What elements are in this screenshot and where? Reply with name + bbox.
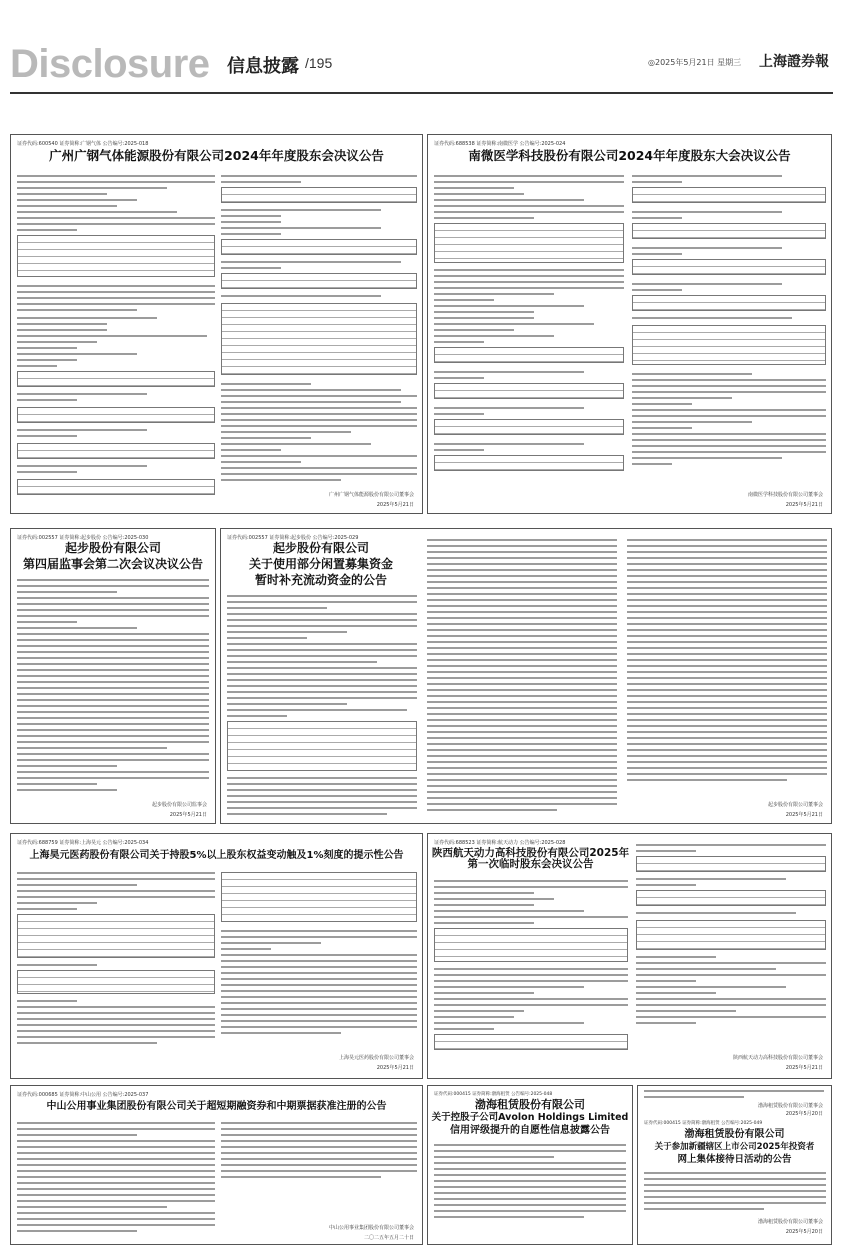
notice-qibu-idle-funds — [220, 528, 832, 824]
notice-signer: 中山公用事业集团股份有限公司董事会 — [328, 1225, 414, 1231]
page-number: /195 — [305, 55, 333, 71]
notice-title-line2: 第四届监事会第二次会议决议公告 — [22, 557, 203, 571]
notice-signer: 广州广钢气体能源股份有限公司董事会 — [328, 492, 414, 498]
notice-date: 2025年5月21日 — [785, 812, 823, 818]
continued-notice-date: 2025年5月20日 — [785, 1111, 823, 1117]
notice-nanwei-medical — [427, 134, 832, 514]
notice-title: 陕西航天动力高科技股份有限公司2025年第一次临时股东会决议公告 — [431, 847, 630, 871]
notice-title-line1: 起步股份有限公司 — [272, 541, 369, 555]
notice-date: 2025年5月21日 — [376, 1065, 414, 1071]
masthead-divider — [10, 92, 833, 94]
continued-notice-signer: 渤海租赁股份有限公司董事会 — [757, 1103, 823, 1109]
notice-bohai-avolon-rating — [427, 1085, 633, 1245]
masthead-logo: Disclosure — [10, 42, 210, 86]
notice-title-line3: 信用评级提升的自愿性信息披露公告 — [450, 1125, 610, 1136]
notice-codes: 证券代码:688523 证券简称:航天动力 公告编号:2025-028 — [434, 840, 566, 846]
notice-title-line3: 暂时补充流动资金的公告 — [254, 573, 387, 587]
notice-signer: 南微医学科技股份有限公司董事会 — [747, 492, 823, 498]
notice-codes: 证券代码:002557 证券简称:起步股份 公告编号:2025-030 — [17, 535, 149, 541]
notice-codes: 证券代码:000415 证券简称:渤海租赁 公告编号:2025-048 — [434, 1092, 553, 1097]
newspaper-brand: 上海證券報 — [759, 54, 829, 70]
masthead — [0, 0, 843, 104]
notice-shaanxi-aerospace-power — [427, 833, 832, 1079]
notice-date: 2025年5月21日 — [785, 502, 823, 508]
notice-codes: 证券代码:688759 证券简称:上海昊元 公告编号:2025-034 — [17, 840, 149, 846]
notice-title: 广州广钢气体能源股份有限公司2024年年度股东会决议公告 — [49, 148, 384, 163]
notice-signer: 上海昊元医药股份有限公司董事会 — [338, 1055, 414, 1061]
notice-date: 2025年5月21日 — [169, 812, 207, 818]
notice-title: 中山公用事业集团股份有限公司关于超短期融资券和中期票据获准注册的公告 — [46, 1101, 387, 1112]
notice-codes: 证券代码:000685 证券简称:中山公用 公告编号:2025-037 — [17, 1092, 149, 1098]
issue-date: ◎2025年5月21日 星期三 — [648, 58, 742, 67]
notice-date: 2025年5月21日 — [785, 1065, 823, 1071]
notice-title-line1: 渤海租赁股份有限公司 — [684, 1129, 785, 1140]
notice-title-line1: 起步股份有限公司 — [64, 541, 161, 555]
notice-title: 上海昊元医药股份有限公司关于持股5%以上股东权益变动触及1%刻度的提示性公告 — [29, 850, 404, 861]
notice-signer: 起步股份有限公司监事会 — [151, 802, 207, 808]
notice-title: 南微医学科技股份有限公司2024年年度股东大会决议公告 — [468, 148, 791, 163]
section-title: 信息披露 — [227, 56, 299, 77]
notice-zhongshan-public — [10, 1085, 423, 1245]
notice-shanghai-haoyuan — [10, 833, 423, 1079]
notice-date: 2025年5月21日 — [376, 502, 414, 508]
notice-signer: 渤海租赁股份有限公司董事会 — [757, 1219, 823, 1225]
notice-codes: 证券代码:688538 证券简称:南微医学 公告编号:2025-024 — [434, 141, 566, 147]
notice-codes: 证券代码:000415 证券简称:渤海租赁 公告编号:2025-049 — [644, 1121, 763, 1126]
notice-title-line2: 关于控股子公司Avolon Holdings Limited — [431, 1112, 629, 1123]
notice-guangzhou-gangqi — [10, 134, 423, 514]
notice-codes: 证券代码:600540 证券简称:广钢气体 公告编号:2025-018 — [17, 141, 149, 147]
notice-bohai-investor-day — [637, 1085, 832, 1245]
notice-qibu-supervisors — [10, 528, 216, 824]
notice-title-line2: 关于使用部分闲置募集资金 — [248, 557, 393, 571]
notice-date: 二〇二五年五月二十日 — [363, 1235, 414, 1241]
notice-signer: 起步股份有限公司董事会 — [767, 802, 823, 808]
notice-title-line1: 渤海租赁股份有限公司 — [475, 1098, 585, 1111]
notice-title-line3: 网上集体接待日活动的公告 — [677, 1154, 792, 1165]
notice-signer: 陕西航天动力高科技股份有限公司董事会 — [732, 1055, 823, 1061]
notice-title-line2: 关于参加新疆辖区上市公司2025年投资者 — [654, 1142, 815, 1152]
notice-codes: 证券代码:002557 证券简称:起步股份 公告编号:2025-029 — [227, 535, 359, 541]
notice-date: 2025年5月20日 — [785, 1229, 823, 1235]
